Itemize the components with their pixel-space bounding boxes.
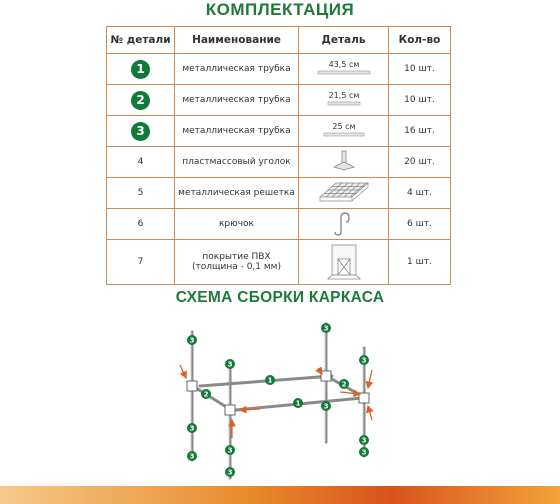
marker-1 <box>265 375 275 385</box>
marker-3 <box>321 401 331 411</box>
marker-3 <box>321 323 331 333</box>
hook-icon <box>329 210 359 236</box>
header-number: № детали <box>107 27 175 54</box>
assembly-arrow <box>368 370 372 388</box>
row-quantity: 20 шт. <box>389 147 451 178</box>
row-name: металлическая трубка <box>175 54 299 85</box>
row-name-line2: (толщина - 0,1 мм) <box>192 262 281 272</box>
row-detail <box>299 178 389 209</box>
page-title: КОМПЛЕКТАЦИЯ <box>205 0 355 19</box>
corner-connector <box>225 405 235 415</box>
marker-3 <box>225 467 235 477</box>
svg-text:3: 3 <box>189 424 195 433</box>
row-detail <box>299 54 389 85</box>
row-detail <box>299 240 389 285</box>
svg-text:3: 3 <box>227 360 233 369</box>
header-name: Наименование <box>175 27 299 54</box>
tube-length-label: 25 см <box>331 121 356 131</box>
header-detail: Деталь <box>299 27 389 54</box>
tube-illustration <box>304 56 384 80</box>
svg-text:3: 3 <box>189 452 195 461</box>
corner-connector <box>359 393 369 403</box>
row-quantity: 6 шт. <box>389 209 451 240</box>
decorative-bottom-bar <box>0 486 560 504</box>
row-name: крючок <box>175 209 299 240</box>
row-name-line1: покрытие ПВХ <box>202 252 271 262</box>
row-number <box>107 116 175 147</box>
marker-2 <box>201 389 211 399</box>
row-name: пластмассовый уголок <box>175 147 299 178</box>
marker-3 <box>359 355 369 365</box>
assembly-arrow <box>180 365 186 378</box>
row-quantity: 1 шт. <box>389 240 451 285</box>
table-row <box>107 54 451 85</box>
marker-3 <box>225 445 235 455</box>
table-row <box>107 85 451 116</box>
frame-assembly-diagram <box>0 310 560 486</box>
row-number <box>107 54 175 85</box>
row-number: 4 <box>107 147 175 178</box>
tube-illustration <box>304 87 384 111</box>
svg-text:3: 3 <box>227 446 233 455</box>
wire-grid-icon <box>316 179 372 205</box>
part-number-badge: 3 <box>131 122 150 141</box>
svg-text:3: 3 <box>361 436 367 445</box>
row-name: металлическая трубка <box>175 116 299 147</box>
marker-3 <box>187 451 197 461</box>
row-number <box>107 85 175 116</box>
row-detail <box>299 147 389 178</box>
corner-connector <box>187 381 197 391</box>
svg-text:2: 2 <box>341 380 347 389</box>
row-quantity: 10 шт. <box>389 85 451 116</box>
table-row <box>107 209 451 240</box>
row-number: 6 <box>107 209 175 240</box>
row-name: металлическая решетка <box>175 178 299 209</box>
row-quantity: 10 шт. <box>389 54 451 85</box>
part-number-badge: 2 <box>131 91 150 110</box>
table-row <box>107 116 451 147</box>
row-name <box>175 240 299 285</box>
row-quantity: 16 шт. <box>389 116 451 147</box>
svg-text:2: 2 <box>203 390 209 399</box>
pvc-cover-icon <box>322 241 366 281</box>
svg-text:3: 3 <box>361 448 367 457</box>
tube-illustration <box>304 118 384 142</box>
svg-text:3: 3 <box>323 402 329 411</box>
svg-text:3: 3 <box>323 324 329 333</box>
row-number: 5 <box>107 178 175 209</box>
row-detail <box>299 116 389 147</box>
row-number: 7 <box>107 240 175 285</box>
tube-length-label: 21,5 см <box>328 90 359 100</box>
assembly-arrow <box>368 406 372 420</box>
row-name: металлическая трубка <box>175 85 299 116</box>
row-detail <box>299 209 389 240</box>
row-detail <box>299 85 389 116</box>
left-short-tube <box>196 388 228 408</box>
svg-text:1: 1 <box>295 399 301 408</box>
header-quantity: Кол-во <box>389 27 451 54</box>
table-header-row <box>107 27 451 54</box>
table-row <box>107 240 451 285</box>
marker-3 <box>359 447 369 457</box>
svg-text:3: 3 <box>361 356 367 365</box>
tube-length-label: 43,5 см <box>328 59 359 69</box>
plastic-corner-icon <box>329 149 359 173</box>
marker-3 <box>359 435 369 445</box>
svg-text:3: 3 <box>189 336 195 345</box>
marker-3 <box>187 335 197 345</box>
table-row <box>107 147 451 178</box>
assembly-diagram-title: СХЕМА СБОРКИ КАРКАСА <box>175 289 385 306</box>
marker-3 <box>225 359 235 369</box>
marker-1 <box>293 398 303 408</box>
parts-table <box>106 26 451 285</box>
corner-connector <box>321 371 331 381</box>
svg-text:3: 3 <box>227 468 233 477</box>
marker-2 <box>339 379 349 389</box>
marker-3 <box>187 423 197 433</box>
row-quantity: 4 шт. <box>389 178 451 209</box>
table-row <box>107 178 451 209</box>
part-number-badge: 1 <box>131 60 150 79</box>
svg-text:1: 1 <box>267 376 273 385</box>
